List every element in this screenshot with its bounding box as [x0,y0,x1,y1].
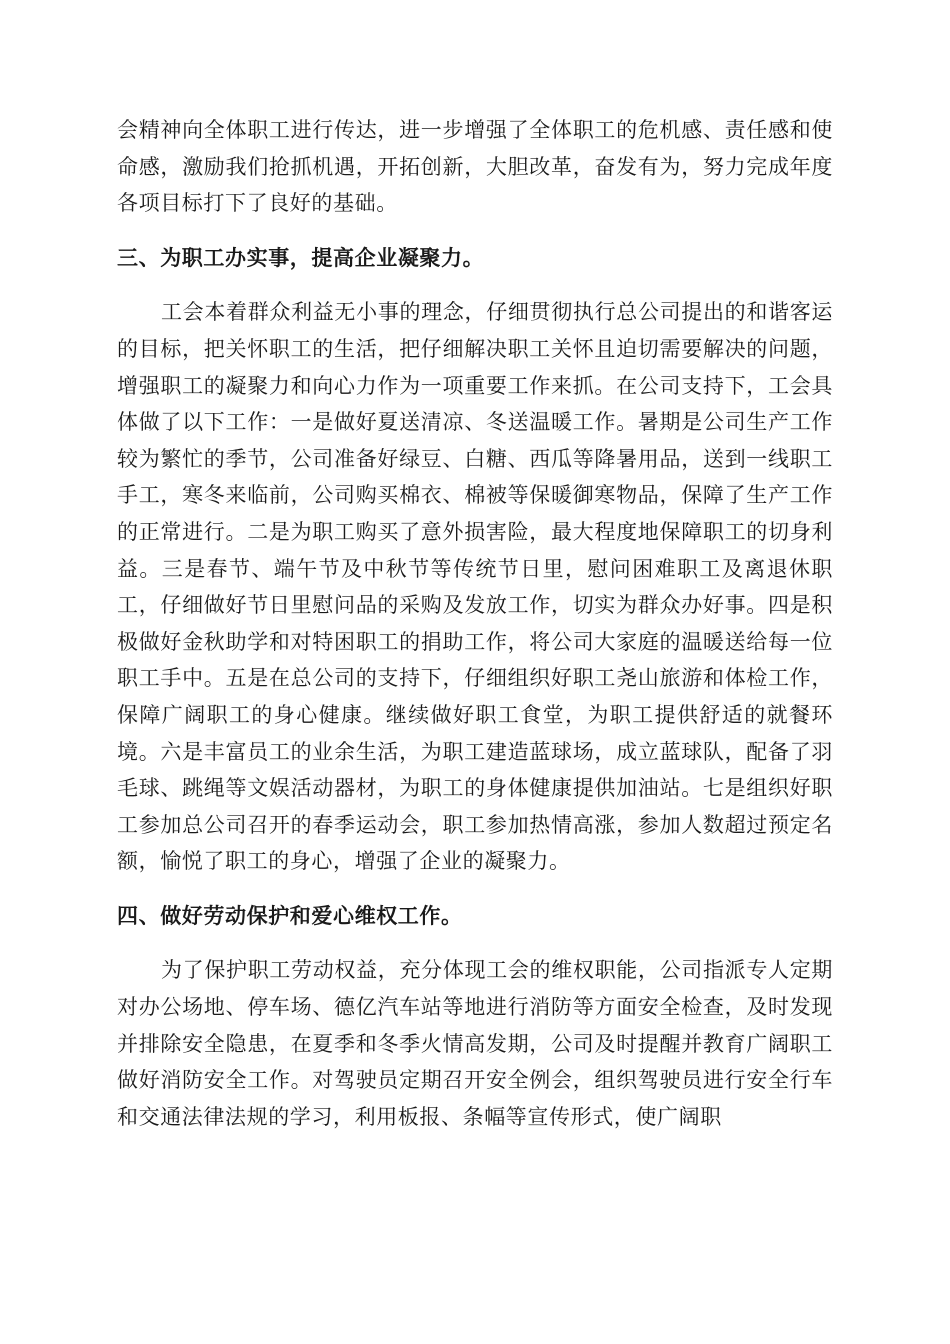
section-3-paragraph: 工会本着群众利益无小事的理念，仔细贯彻执行总公司提出的和谐客运的目标，把关怀职工的生活，把仔细解决职工关怀且迫切需要解决的问题，增强职工的凝聚力和向心力作为一项重要工作来抓。在公司支持下，工会具体做了以下工作：一是做好夏送清凉、冬送温暖工作。暑期是公司生产工作较为繁忙的季节，公司准备好绿豆、白糖、西瓜等降暑用品，送到一线职工手工，寒冬来临前，公司购买棉衣、棉被等保暖御寒物品，保障了生产工作的正常进行。二是为职工购买了意外损害险，最大程度地保障职工的切身利益。三是春节、端午节及中秋节等传统节日里，慰问困难职工及离退休职工，仔细做好节日里慰问品的采购及发放工作，切实为群众办好事。四是积极做好金秋助学和对特困职工的捐助工作，将公司大家庭的温暖送给每一位职工手中。五是在总公司的支持下，仔细组织好职工尧山旅游和体检工作，保障广阔职工的身心健康。继续做好职工食堂，为职工提供舒适的就餐环境。六是丰富员工的业余生活，为职工建造蓝球场，成立蓝球队，配备了羽毛球、跳绳等文娱活动器材，为职工的身体健康提供加油站。七是组织好职工参加总公司召开的春季运动会，职工参加热情高涨，参加人数超过预定名额，愉悦了职工的身心，增强了企业的凝聚力。 [117,300,833,874]
section-4-paragraph: 为了保护职工劳动权益，充分体现工会的维权职能，公司指派专人定期对办公场地、停车场、德亿汽车站等地进行消防等方面安全检查，及时发现并排除安全隐患，在夏季和冬季火情高发期，公司及时提醒并教育广阔职工做好消防安全工作。对驾驶员定期召开安全例会，组织驾驶员进行安全行车和交通法律法规的学习，利用板报、条幅等宣传形式，使广阔职 [117,958,833,1129]
section-3-heading: 三、为职工办实事，提高企业凝聚力。 [117,244,485,270]
section-4-heading: 四、做好劳动保护和爱心维权工作。 [117,902,463,928]
document-body [117,112,833,1135]
continuation-paragraph: 会精神向全体职工进行传达，进一步增强了全体职工的危机感、责任感和使命感，激励我们抢抓机遇，开拓创新，大胆改革，奋发有为，努力完成年度各项目标打下了良好的基础。 [117,118,833,216]
